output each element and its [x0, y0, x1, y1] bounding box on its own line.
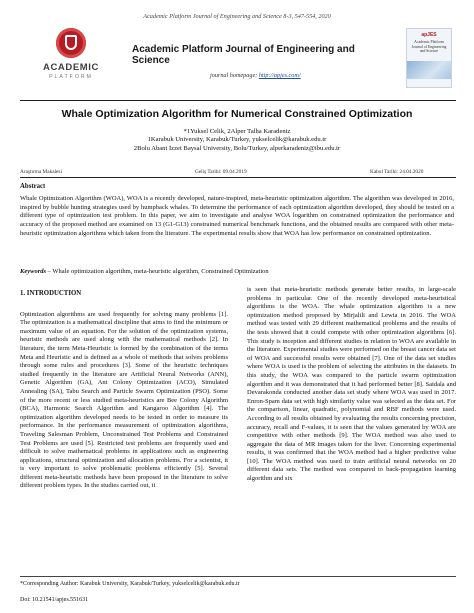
keywords-label: Keywords — [20, 268, 46, 275]
keywords-text: – Whale optimization algorithm, meta-heuristic algorithm, Constrained Optimization — [46, 268, 269, 275]
header-rule — [20, 100, 456, 101]
journal-homepage-label: journal homepage: — [210, 72, 258, 79]
corresponding-author-footnote: *Corresponding Author: Karabuk University, Karabuk/Turkey, yukselcelik@karabuk.edu.tr — [20, 581, 240, 587]
footnote-rule — [20, 576, 456, 577]
intro-text-right: is seen that meta-heuristic methods generate better results, in large-scale problems in particular. One of the recently developed meta-heuristical algorithms is the WOA. The whale optimization algorithm is a new optimization method proposed by Mirjalili and Lewia in 2016. The WOA method was tested with 29 different mathematical problems and the results of the tests showed that it could compete with other optimization algorithms [6]. This study is inception and different studies in relation to WOA are available in the literature. Experimental studies were performed on the breast cancer data set of WOA and successful results were obtained [7]. One of the data set studies where WOA is used is the problem of selecting the attributes in the datasets. In this study, the WOA was compared to the particle swarm optimization algorithm and it was demonstrated that it had performed better [8]. Saidala and Devarakonda conducted another data set study where WOA was used in 2017. Enron-Spam data set with high similarity value was selected as the data set. For the comparison, linear, quadratic, polynomial and RBF methods were used. According to all results obtained by evaluating the results concerning precision, accuracy, recall and F-values, it is seen that the values generated by WOA are competitive with other methods [9]. The WOA method was also used to aggregate the data of MR images taken for the liver. Concerning experimental results, it was confirmed that the WOA method had a higher predictive value [10]. The WOA method was used to train artificial neural networks on 20 different data sets. The method was compared to back-propagation learning algorithm and six — [247, 286, 456, 483]
academic-platform-logo — [26, 28, 116, 94]
article-type: Araştırma Makalesi — [20, 169, 62, 175]
cover-title: Academic Platform Journal of Engineering and Science — [411, 40, 447, 53]
journal-title: Academic Platform Journal of Engineering and Science — [132, 44, 355, 66]
author-names: *1Yuksel Celik, 2Alper Talha Karadeniz — [183, 128, 291, 135]
cover-graphic — [407, 61, 451, 79]
journal-homepage-link[interactable]: http://apjes.com/ — [258, 72, 301, 79]
received-date: Geliş Tarihi: 09.04.2019 — [195, 169, 247, 175]
section-heading-introduction: 1. INTRODUCTION — [20, 290, 82, 297]
journal-homepage — [210, 72, 301, 79]
academic-platform-shield-logo-icon — [56, 28, 86, 58]
logo-word: ACADEMIC — [43, 62, 99, 73]
doi: Doi: 10.21541/apjes.551631 — [20, 597, 89, 603]
keywords — [20, 268, 454, 275]
body-column-left — [20, 290, 228, 491]
abstract-rule — [20, 177, 456, 178]
running-head: Academic Platform Journal of Engineering and Science 8-3, 547-554, 2020 — [143, 13, 331, 20]
author-affiliation-2: 2Bolu Abant İzzet Baysal University, Bolu/Turkey, alperkaradeniz@ibu.edu.tr — [133, 144, 341, 152]
intro-text-left: Optimization algorithms are used frequently for solving many problems [1]. The optimization is a mathematical discipline that aims to find the minimum or maximum value of an equation. For the solution of the optimization systems, heuristic methods are used along with the mathematical methods [2]. In literature, the term Meta-Heuristic is formed by the combination of the terms Meta and Heuristic and is defined as a whole of methods that solves problems through some rules and procedures [3]. Some of the heuristic techniques studied frequently in the literature are Artificial Neural Networks (ANN), Genetic Algorithm (GA), Ant Colony Optimization (ACO), Simulated Annealing (SA), Tabu Search and Particle Swarm Optimization (PSO). Some of the more recent or less studied meta-heuristics are Bee Colony Algorithm (BCA), Harmonic Search Algorithm and Kangaroo Algorithm [4]. The optimization algorithm developed needs to be tested in order to measure its performance. In the performance measurement of optimization algorithms, Traveling Salesman Problem, Unconstrained Test Problems and Constrained Test Problems are used [5]. Restricted test problems are frequently used and difficult to solve mathematical problems in applications such as engineering applications, structural optimization and allocation problems. For a scientist, it is very important to solve problematic problems efficiently [5]. Several different meta-heuristic methods have been proposed in the literature to solve different problem types. In the studies carried out, it — [20, 310, 228, 490]
author-block — [0, 128, 474, 153]
masthead — [20, 26, 456, 96]
author-affiliation-1: 1Karabuk University, Karabuk/Turkey, yukselcelik@karabuk.edu.tr — [147, 136, 327, 144]
abstract-heading: Abstract — [20, 183, 46, 190]
accepted-date: Kabul Tarihi: 24.04.2020 — [370, 169, 424, 175]
abstract-text: Whale Optimization Algorithm (WOA), WOA is a recently developed, nature-inspired, meta-heuristic optimization algorithm. The algorithm was developed in 2016, inspired by bubble hunting strategies used by humpback whales. To determine the performance of each optimization algorithm developed, they should be tested on a different type of optimization test problem. In this paper, we aim to investigate and analyse WOA logarithm on constrained optimization the performance and accuracy of the proposed method are examined on 13 (G1-G13) constrained numerical benchmark functions, and the obtained results are compared with other meta-heuristic optimization algorithms which taken from the literature. The experimental results show that WOA has low performance on constrained optimization. — [20, 195, 454, 237]
cover-logo: apJES — [421, 32, 437, 38]
body-column-right — [247, 286, 456, 484]
logo-subtitle: PLATFORM — [49, 74, 93, 80]
journal-cover-thumbnail — [406, 28, 452, 88]
paper-title: Whale Optimization Algorithm for Numerical Constrained Optimization — [61, 108, 413, 120]
